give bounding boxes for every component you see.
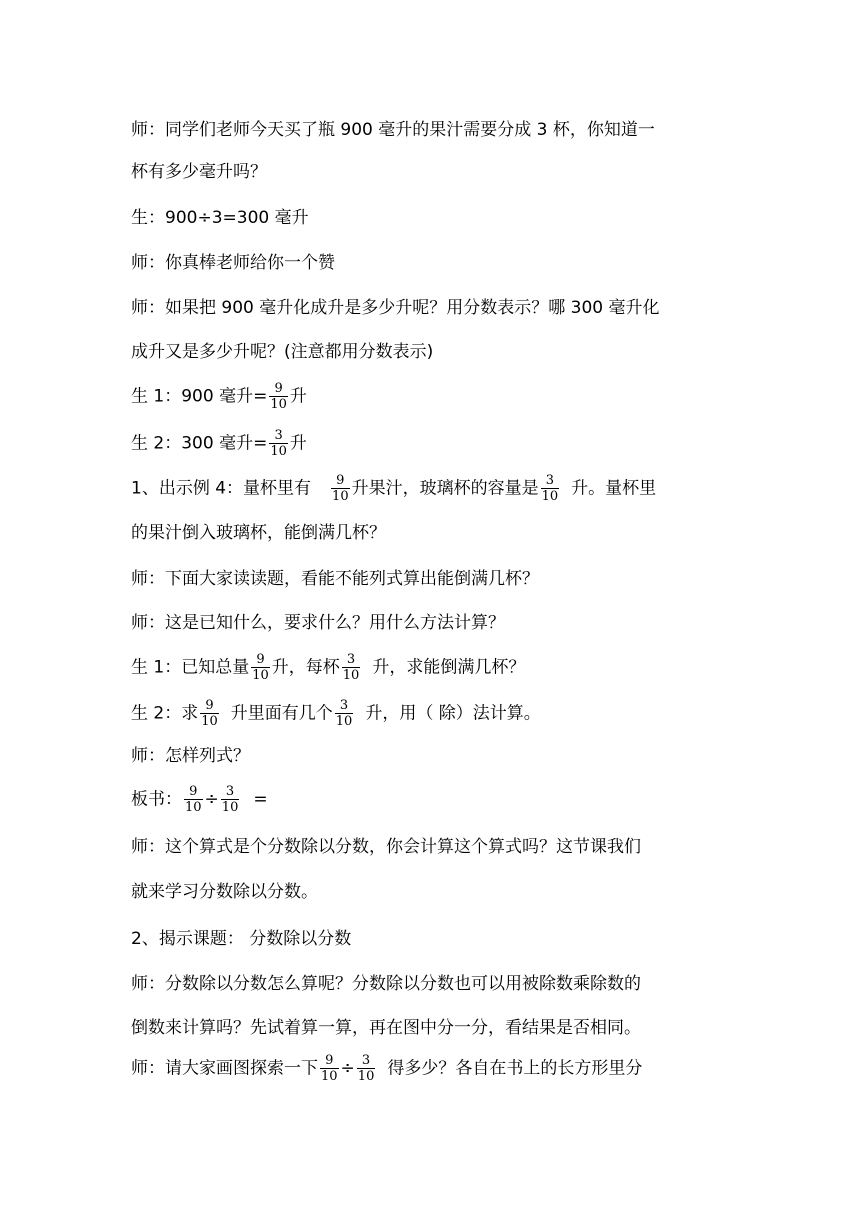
text-line-with-fraction: 生 1：900 毫升= $\frac{9}{10}$ 升 (131, 381, 307, 412)
fraction: $\frac{3}{10}$ (541, 473, 559, 504)
fraction: $\frac{3}{10}$ (270, 428, 287, 459)
text-line: 师：同学们老师今天买了瓶 900 毫升的果汁需要分成 3 杯，你知道一 (131, 120, 655, 140)
text-line-with-fraction: 生 2：300 毫升= $\frac{3}{10}$ 升 (131, 428, 307, 459)
text-line: 就来学习分数除以分数。 (131, 882, 318, 902)
text-line: 杯有多少毫升吗？ (131, 162, 267, 182)
fraction: $\frac{3}{10}$ (335, 698, 353, 729)
text-line-with-fraction: 生 1：已知总量 $\frac{9}{10}$ 升，每杯 $\frac{3}{10}$ 升，求能倒满几杯？ (131, 652, 526, 683)
fraction: $\frac{9}{10}$ (332, 473, 349, 504)
section-heading: 2、揭示课题： 分数除以分数 (131, 929, 352, 949)
fraction: $\frac{3}{10}$ (342, 652, 360, 683)
fraction: $\frac{9}{10}$ (321, 1053, 338, 1084)
fraction: $\frac{9}{10}$ (270, 381, 287, 412)
fraction: $\frac{9}{10}$ (201, 698, 218, 729)
text-line: 师：分数除以分数怎么算呢？分数除以分数也可以用被除数乘除数的 (131, 974, 641, 994)
text-line: 的果汁倒入玻璃杯，能倒满几杯？ (131, 523, 386, 543)
text-line: 倒数来计算吗？先试着算一算，再在图中分一分，看结果是否相同。 (131, 1018, 641, 1038)
text-line-with-fraction: 生 2：求 $\frac{9}{10}$ 升里面有几个 $\frac{3}{10}$ 升，用（ 除）法计算。 (131, 698, 541, 729)
fraction: $\frac{3}{10}$ (221, 784, 239, 815)
text-line: 师：如果把 900 毫升化成升是多少升呢？用分数表示？哪 300 毫升化 (131, 298, 660, 318)
text-line: 成升又是多少升呢？(注意都用分数表示) (131, 342, 434, 362)
text-line: 师：下面大家读读题，看能不能列式算出能倒满几杯？ (131, 569, 539, 589)
text-line: 生：900÷3=300 毫升 (131, 208, 309, 228)
fraction: $\frac{9}{10}$ (185, 784, 202, 815)
text-line: 师：怎样列式？ (131, 746, 250, 766)
text-line-with-fraction: 1、出示例 4：量杯里有 $\frac{9}{10}$ 升果汁，玻璃杯的容量是 $\frac{3}{10}$ 升。量杯里 (131, 473, 657, 504)
text-line: 师：你真棒老师给你一个赞 (131, 253, 335, 273)
text-line: 师：这个算式是个分数除以分数，你会计算这个算式吗？这节课我们 (131, 837, 641, 857)
fraction: $\frac{3}{10}$ (357, 1053, 375, 1084)
fraction: $\frac{9}{10}$ (252, 652, 269, 683)
text-line-with-fraction: 板书： $\frac{9}{10}$ ÷ $\frac{3}{10}$ = (131, 784, 268, 815)
text-line: 师：这是已知什么，要求什么？用什么方法计算？ (131, 613, 505, 633)
text-line-with-fraction: 师：请大家画图探索一下 $\frac{9}{10}$ ÷ $\frac{3}{10}$ 得多少？各自在书上的长方形里分 (131, 1053, 643, 1084)
